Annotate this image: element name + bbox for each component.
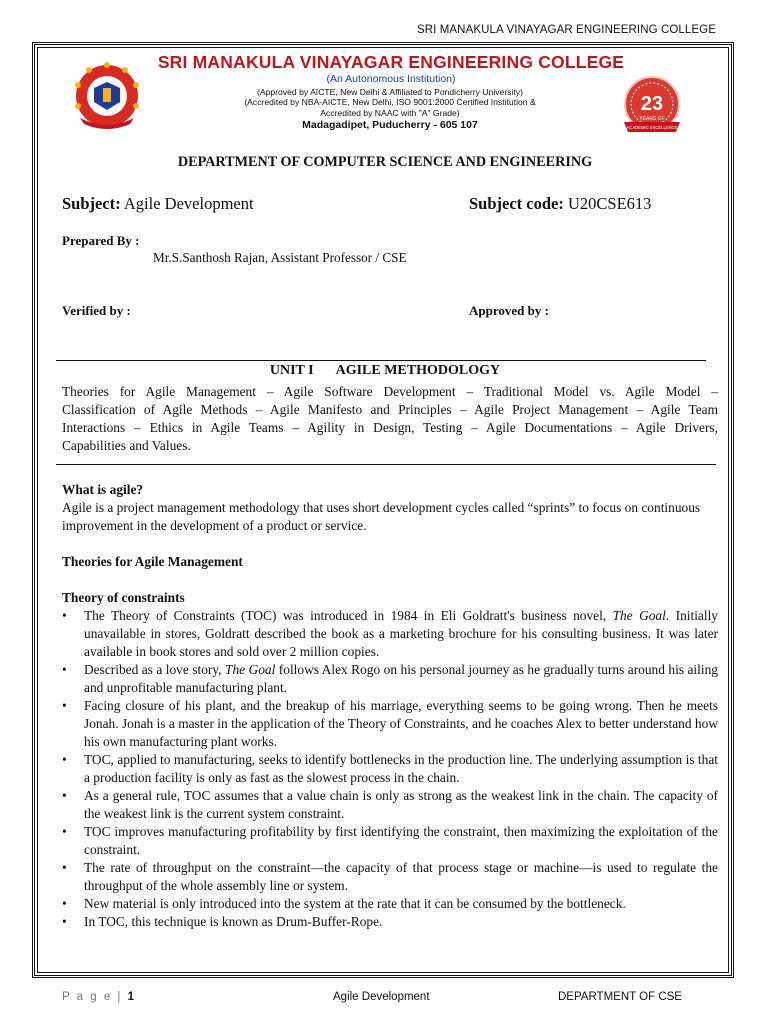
department-heading: DEPARTMENT OF COMPUTER SCIENCE AND ENGINEERING: [177, 154, 593, 170]
what-is-agile-text: Agile is a project management methodology that uses short development cycles called “sprints” to focus on continuous improvement in the development of a product or service.: [62, 500, 701, 533]
list-item: • TOC improves manufacturing profitability by first identifying the constraint, then maximizing the exploitation of the constraint.: [62, 824, 718, 857]
college-name: SRI MANAKULA VINAYAGAR ENGINEERING COLLEGE: [157, 52, 625, 72]
toc-bullet-list: [62, 607, 718, 931]
footer-subject: Agile Development: [333, 991, 430, 1003]
college-address: Madagadipet, Puducherry - 605 107: [302, 119, 478, 131]
accreditation-text: (Approved by AICTE, New Delhi & Affiliated to Pondicherry University) (Accredited by NBA-AICTE, New Delhi, ISO 9001:2000 Certified Institution & Accredited by NAAC with "A" Grade): [244, 87, 536, 118]
list-item: • As a general rule, TOC assumes that a value chain is only as strong as the weakest link in the chain. The capacity of the weakest link is the current system constraint.: [62, 788, 718, 821]
approved-by-label: Approved by :: [469, 303, 549, 318]
list-item: • Facing closure of his plant, and the breakup of his marriage, everything seems to be going wrong. Then he meets Jonah. Jonah is a master in the application of the Theory of Constraints, and he coaches Alex to better understand how his own manufacturing plant works.: [62, 698, 718, 749]
content-body: [62, 481, 718, 931]
list-item: • Described as a love story, The Goal follows Alex Rogo on his personal journey as he gradually turns around his ailing and unprofitable manufacturing plant.: [62, 662, 718, 695]
subject-code-value: U20CSE613: [567, 194, 652, 213]
running-header: SRI MANAKULA VINAYAGAR ENGINEERING COLLEGE: [416, 24, 716, 36]
theories-heading: Theories for Agile Management: [62, 554, 243, 569]
subject-value: Agile Development: [123, 194, 254, 213]
prepared-by-name: Mr.S.Santhosh Rajan, Assistant Professor / CSE: [153, 250, 407, 265]
subject-code-label: Subject code:: [469, 194, 564, 213]
page-indicator: P a g e | 1: [62, 991, 135, 1003]
list-item: • TOC, applied to manufacturing, seeks to identify bottlenecks in the production line. The underlying assumption is that a production facility is only as fast as the slowest process in the chain.: [62, 752, 718, 785]
list-item: • The rate of throughput on the constraint—the capacity of that process stage or machine—is used to regulate the throughput of the whole assembly line or system.: [62, 860, 718, 893]
unit-title: AGILE METHODOLOGY: [335, 363, 501, 378]
list-item: • In TOC, this technique is known as Drum-Buffer-Rope.: [62, 914, 383, 929]
list-item: • New material is only introduced into the system at the rate that it can be consumed by the bottleneck.: [62, 896, 626, 911]
divider-top: [56, 360, 706, 361]
prepared-by-label: Prepared By :: [62, 233, 140, 248]
college-emblem-icon: [70, 58, 144, 132]
what-is-agile-heading: What is agile?: [62, 482, 144, 497]
badge-years: YEARS OF: [639, 116, 665, 122]
list-item: • The Theory of Constraints (TOC) was introduced in 1984 in Eli Goldratt's business novel, The Goal. Initially unavailable in stores, Goldratt described the book as a marketing brochure for his consulting business. It was later available in book stores and sold over 2 million copies.: [62, 608, 719, 659]
unit-syllabus: Theories for Agile Management – Agile Software Development – Traditional Model vs. Agile Model – Classification of Agile Methods – Agile Manifesto and Principles – Agile Project Management – Agile Team Interactions – Ethics in Agile Teams – Agility in Design, Testing – Agile Documentations – Agile Drivers, Capabilities and Values.: [62, 384, 718, 453]
verified-by-label: Verified by :: [62, 303, 131, 318]
subject-label: Subject:: [62, 194, 121, 213]
autonomous-label: (An Autonomous Institution): [326, 73, 456, 85]
unit-heading: [40, 363, 730, 379]
subject-line: [62, 194, 254, 214]
footer-department: DEPARTMENT OF CSE: [558, 991, 682, 1003]
anniversary-badge-icon: [620, 74, 684, 138]
badge-caption: ACADEMIC EXCELLENCE: [626, 125, 678, 130]
subject-code-line: [469, 194, 651, 214]
divider-bottom: [56, 464, 716, 465]
unit-number: UNIT I: [269, 363, 314, 378]
page-number: 1: [127, 991, 135, 1003]
badge-number: 23: [640, 93, 664, 115]
toc-heading: Theory of constraints: [62, 590, 185, 605]
